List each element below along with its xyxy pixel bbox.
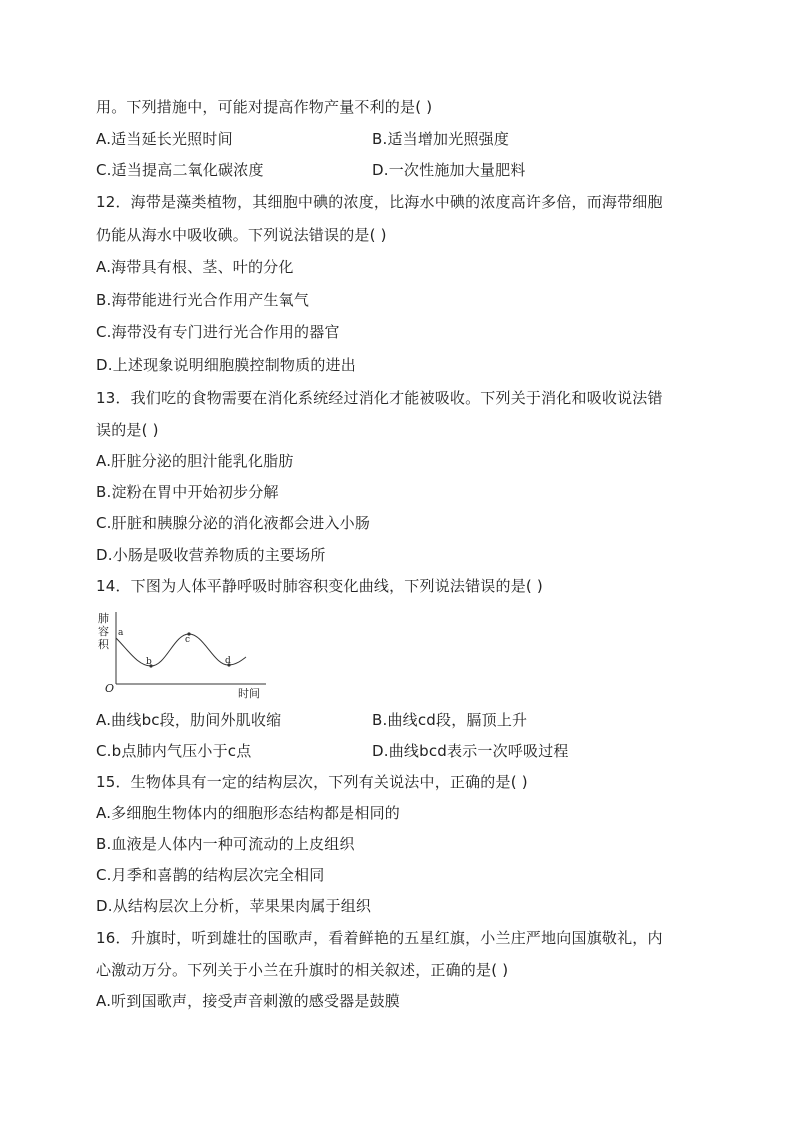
q15-option-d: D.从结构层次上分析，苹果果肉属于组织	[96, 897, 372, 915]
q12-stem-line-2: 仍能从海水中吸收碘。下列说法错误的是( )	[96, 226, 387, 244]
q15-option-c: C.月季和喜鹊的结构层次完全相同	[96, 866, 325, 884]
q12-option-d: D.上述现象说明细胞膜控制物质的进出	[96, 356, 356, 374]
q14-option-b: B.曲线cd段，膈顶上升	[372, 711, 528, 729]
point-b-label: b	[146, 657, 152, 667]
q14-option-d: D.曲线bcd表示一次呼吸过程	[372, 742, 569, 760]
q12-stem-line-1: 12．海带是藻类植物，其细胞中碘的浓度，比海水中碘的浓度高许多倍，而海带细胞	[96, 193, 663, 211]
q11-option-a: A.适当延长光照时间	[96, 130, 233, 148]
q11-option-d: D.一次性施加大量肥料	[372, 161, 526, 179]
point-a-label: a	[118, 628, 124, 638]
q13-option-c: C.肝脏和胰腺分泌的消化液都会进入小肠	[96, 514, 371, 532]
q13-option-b: B.淀粉在胃中开始初步分解	[96, 483, 279, 501]
q13-option-d: D.小肠是吸收营养物质的主要场所	[96, 546, 326, 564]
q15-option-a: A.多细胞生物体内的细胞形态结构都是相同的	[96, 804, 400, 822]
y-axis-label-2: 容	[98, 625, 109, 638]
q14-stem: 14．下图为人体平静呼吸时肺容积变化曲线，下列说法错误的是( )	[96, 577, 543, 595]
origin-label: O	[105, 682, 115, 695]
point-d-label: d	[225, 656, 231, 666]
q14-option-c: C.b点肺内气压小于c点	[96, 742, 252, 760]
y-axis-label-1: 肺	[98, 612, 109, 625]
q13-option-a: A.肝脏分泌的胆汁能乳化脂肪	[96, 452, 294, 470]
q16-option-a: A.听到国歌声，接受声音刺激的感受器是鼓膜	[96, 992, 400, 1010]
point-c-label: c	[185, 635, 191, 645]
q16-stem-line-1: 16．升旗时，听到雄壮的国歌声，看着鲜艳的五星红旗，小兰庄严地向国旗敬礼，内	[96, 929, 663, 947]
q12-option-a: A.海带具有根、茎、叶的分化	[96, 258, 294, 276]
q15-option-b: B.血液是人体内一种可流动的上皮组织	[96, 835, 355, 853]
q11-option-b: B.适当增加光照强度	[372, 130, 510, 148]
q12-option-b: B.海带能进行光合作用产生氧气	[96, 291, 310, 309]
q11-stem-tail: 用。下列措施中，可能对提高作物产量不利的是( )	[96, 98, 433, 116]
q13-stem-line-1: 13．我们吃的食物需要在消化系统经过消化才能被吸收。下列关于消化和吸收说法错	[96, 389, 663, 407]
q14-option-a: A.曲线bc段，肋间外肌收缩	[96, 711, 282, 729]
q11-option-c: C.适当提高二氧化碳浓度	[96, 161, 264, 179]
lung-volume-curve-diagram	[96, 608, 268, 700]
q13-stem-line-2: 误的是( )	[96, 421, 159, 439]
q12-option-c: C.海带没有专门进行光合作用的器官	[96, 323, 340, 341]
q16-stem-line-2: 心激动万分。下列关于小兰在升旗时的相关叙述，正确的是( )	[96, 961, 509, 979]
q15-stem: 15．生物体具有一定的结构层次，下列有关说法中，正确的是( )	[96, 773, 528, 791]
y-axis-label-3: 积	[98, 638, 109, 651]
x-axis-label: 时间	[238, 687, 260, 700]
